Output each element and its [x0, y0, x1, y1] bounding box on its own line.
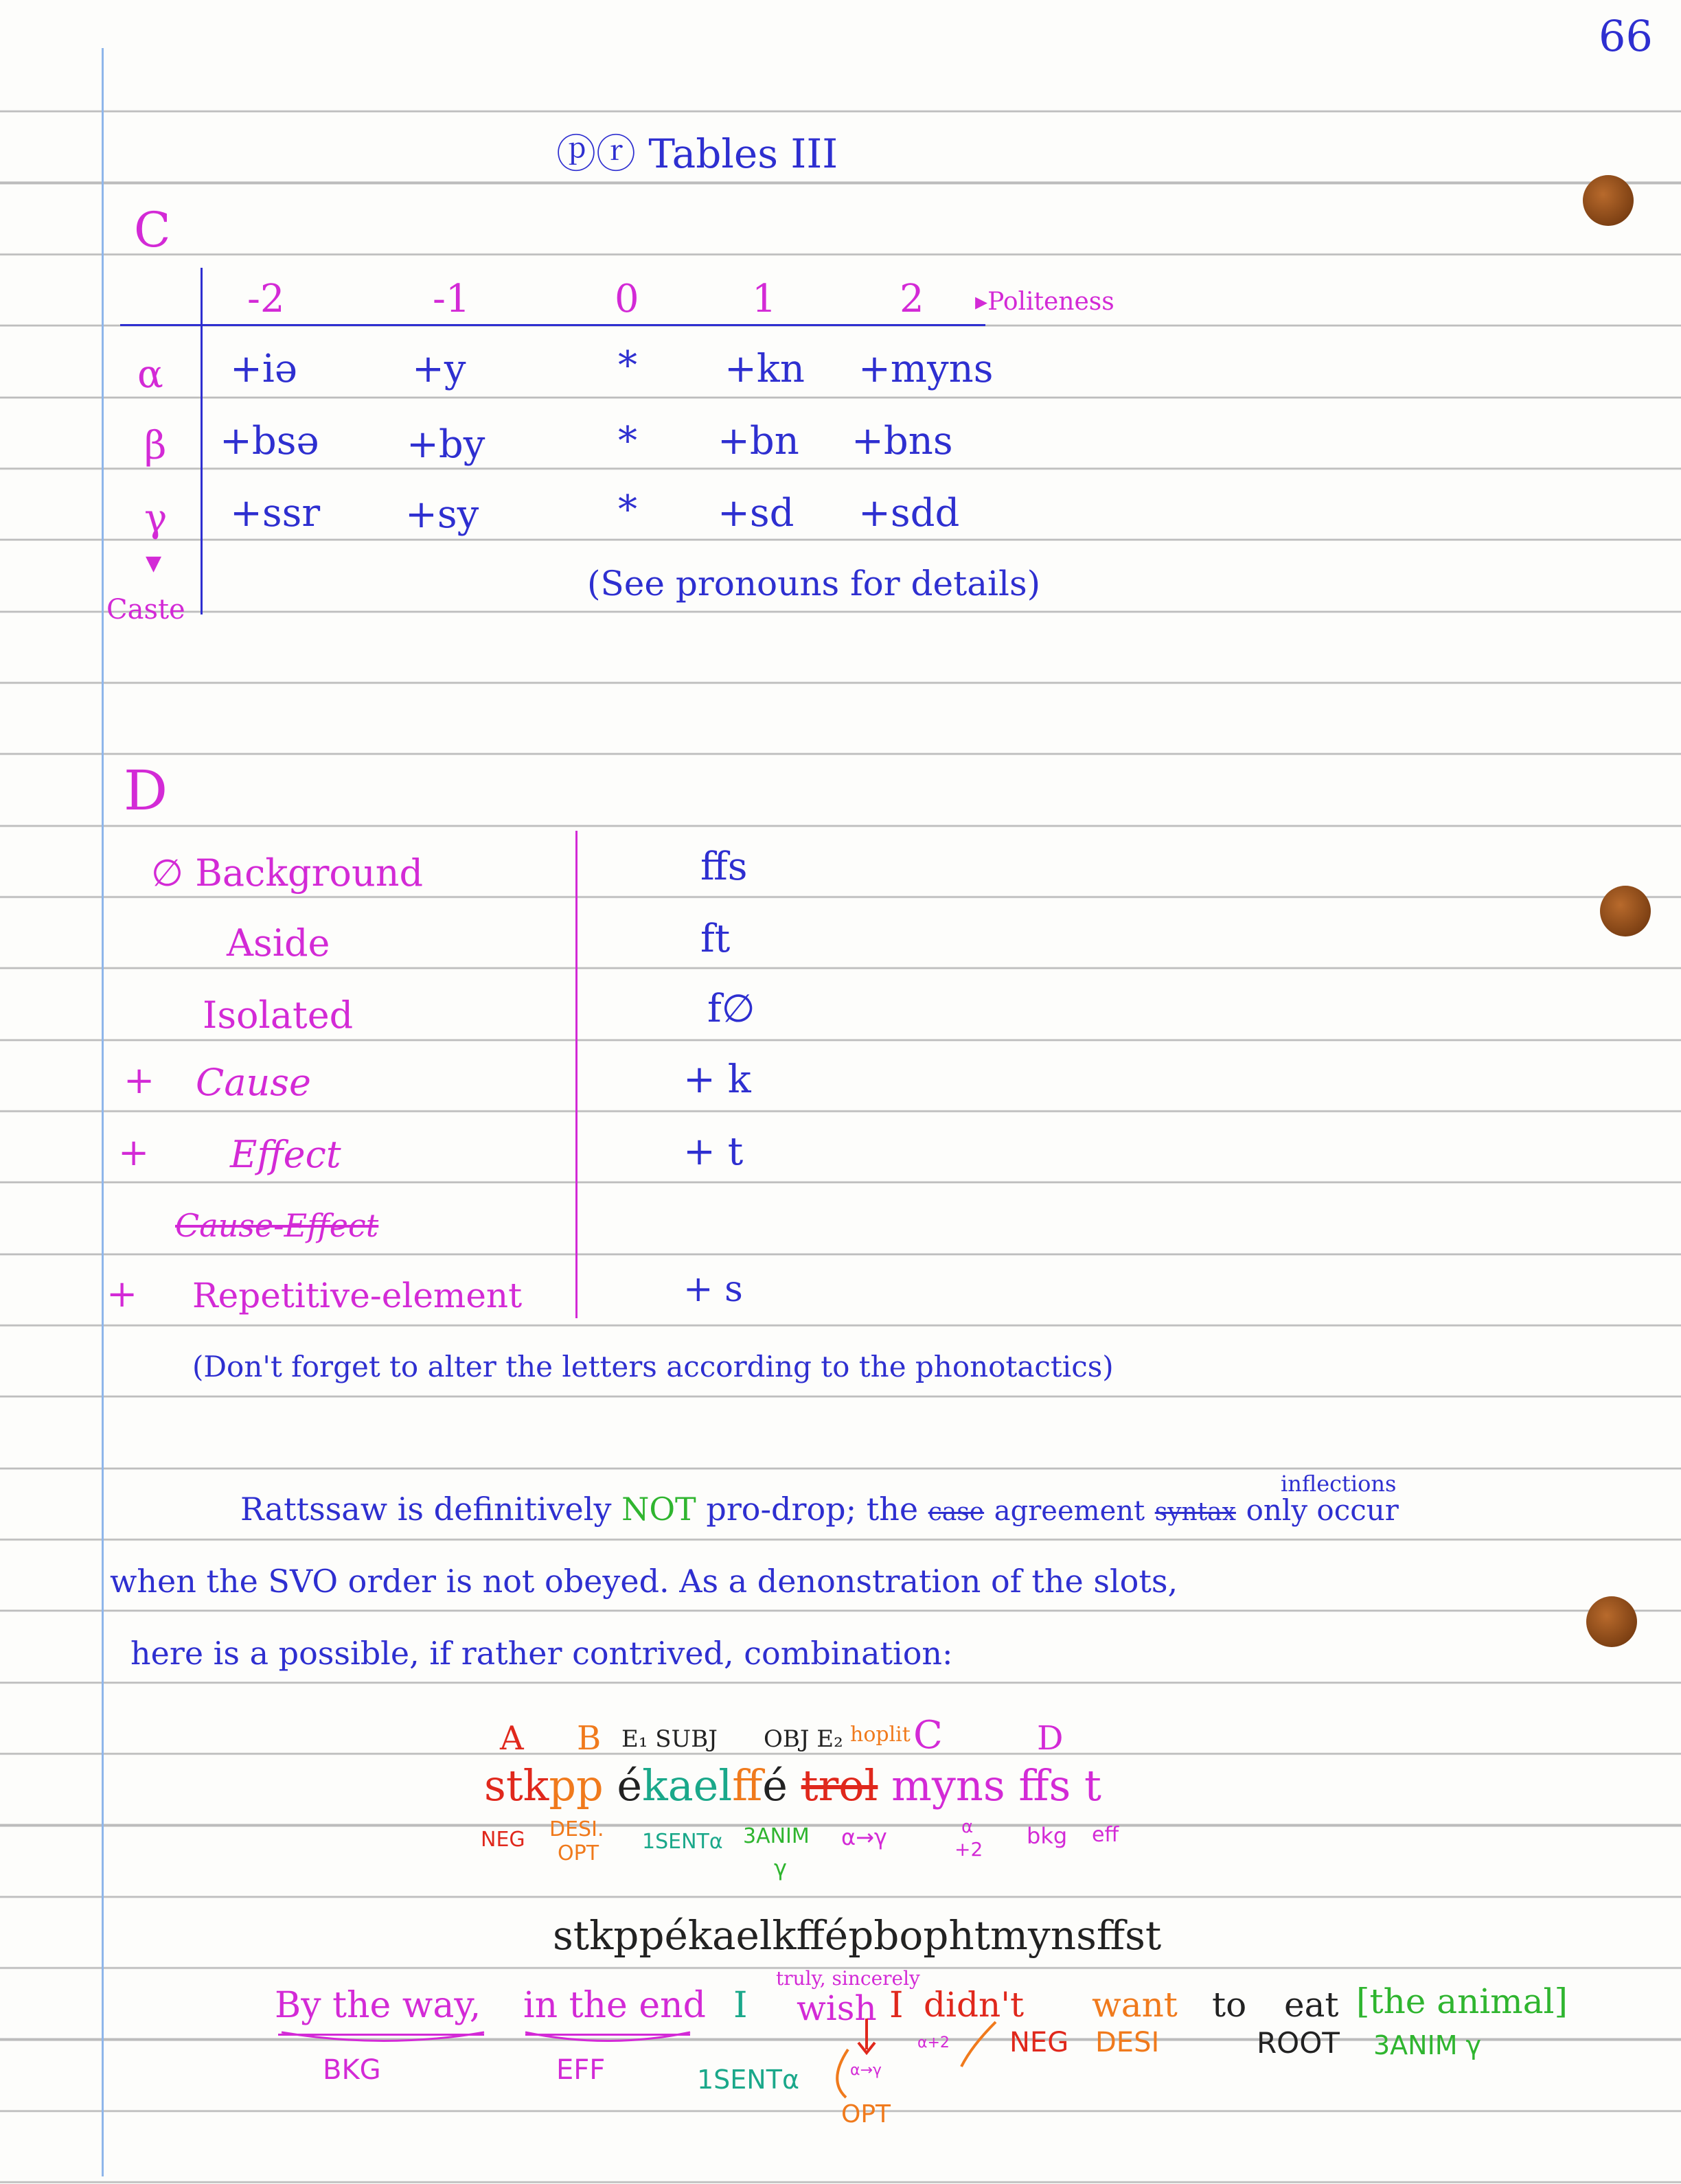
d-label-repetitive: Repetitive-element	[192, 1276, 523, 1315]
line1-part-d: only occur	[1246, 1493, 1399, 1527]
d-prefix-repetitive: +	[106, 1272, 138, 1315]
cell-beta-4: +bn	[718, 419, 799, 463]
d-label-aside: Aside	[227, 921, 330, 965]
d-value-repetitive: + s	[683, 1269, 743, 1310]
slot-label-d: D	[1037, 1719, 1064, 1758]
cell-gamma-4: +sd	[718, 491, 794, 536]
slot-label-e1-subj: E₁ SUBJ	[621, 1725, 718, 1753]
line1-syntax-struck: syntax	[1154, 1498, 1236, 1526]
slot-label-a: A	[500, 1719, 524, 1758]
brace-in-the-end	[525, 2032, 690, 2041]
gloss-alpha-gamma: α→γ	[841, 1824, 887, 1850]
slot-label-obj-e2: OBJ E₂	[764, 1725, 843, 1753]
slot-label-hoplit: hoplit	[850, 1723, 911, 1747]
tr-want: want	[1092, 1985, 1178, 2025]
line1-not: NOT	[621, 1491, 696, 1528]
gloss-3anim: 3ANIM	[743, 1824, 810, 1848]
cell-beta-5: +bns	[851, 419, 953, 463]
slot-ffst: ffs t	[1018, 1760, 1101, 1811]
d-label-cause-effect: Cause-Effect	[175, 1207, 379, 1244]
slot-label-b: B	[577, 1719, 602, 1758]
tr-gloss-neg: NEG	[1009, 2027, 1069, 2058]
cell-alpha-1: +iə	[230, 347, 297, 391]
tr-animal: [the animal]	[1356, 1981, 1568, 2021]
tr-wish: wish	[797, 1988, 877, 2028]
slot-trol: trol	[801, 1760, 878, 1811]
cell-gamma-2: +sy	[405, 492, 479, 537]
col-header-4: 1	[752, 277, 777, 321]
page-number: 66	[1599, 11, 1653, 61]
tr-gloss-opt: OPT	[841, 2100, 891, 2128]
arrow-opt	[837, 2049, 848, 2097]
line1-part-a: Rattssaw is definitively	[240, 1491, 612, 1528]
gloss-alpha-top: α	[961, 1817, 974, 1837]
pronouns-note: (See pronouns for details)	[587, 564, 1041, 604]
line1-part-b: pro-drop; the	[706, 1491, 919, 1528]
gloss-neg: NEG	[481, 1828, 525, 1852]
tr-i-second: I	[889, 1985, 904, 2026]
caste-arrow: ▼	[146, 551, 162, 575]
d-value-aside: ft	[700, 917, 731, 961]
d-label-isolated: Isolated	[203, 993, 354, 1037]
full-word: stkppékaelkffépbophtmynsffst	[553, 1912, 1162, 1959]
slot-label-c: C	[913, 1713, 943, 1758]
slot-ff: ff	[732, 1760, 763, 1811]
section-d-letter: D	[124, 759, 168, 823]
section-c-letter: C	[134, 202, 171, 258]
d-label-background: ∅ Background	[151, 851, 424, 895]
slot-pp: pp	[549, 1760, 604, 1811]
tr-gloss-root: ROOT	[1257, 2026, 1340, 2060]
cell-alpha-2: +y	[412, 347, 466, 391]
slot-myns: myns	[891, 1760, 1005, 1811]
tr-gloss-alpha-gamma: α→γ	[850, 2062, 882, 2079]
tr-gloss-alpha-plus-2: α+2	[917, 2034, 950, 2051]
tr-didnt: didn't	[924, 1985, 1025, 2025]
tr-i-first: I	[733, 1985, 748, 2026]
tr-gloss-eff: EFF	[556, 2054, 606, 2086]
d-value-cause: + k	[683, 1057, 751, 1102]
gloss-desi: DESI.	[549, 1817, 604, 1841]
d-label-cause: Cause	[196, 1061, 311, 1104]
slot-e2: é	[762, 1760, 788, 1811]
paragraph-line-2: when the SVO order is not obeyed. As a denonstration of the slots,	[110, 1563, 1178, 1600]
tr-by-the-way: By the way,	[275, 1985, 481, 2026]
inflections-insert: inflections	[1281, 1471, 1397, 1497]
tr-gloss-bkg: BKG	[323, 2054, 381, 2086]
gloss-1sent: 1SENTα	[642, 1830, 723, 1854]
arrow-neg	[961, 2022, 996, 2067]
politeness-label: ▸Politeness	[975, 288, 1114, 316]
tr-truly-sincerely: truly, sincerely	[776, 1967, 920, 1990]
cell-alpha-5: +myns	[858, 347, 994, 391]
d-value-background: ffs	[700, 844, 748, 889]
cell-gamma-5: +sdd	[858, 491, 960, 536]
page-title: ⓟⓡ Tables III	[556, 130, 838, 177]
gloss-gamma: γ	[774, 1855, 787, 1881]
tr-eat: eat	[1284, 1985, 1339, 2025]
col-header-1: -2	[247, 277, 285, 321]
gloss-opt: OPT	[558, 1841, 599, 1865]
tr-gloss-3anim: 3ANIM γ	[1373, 2030, 1482, 2060]
slot-stk: stk	[484, 1760, 549, 1811]
tr-to: to	[1212, 1985, 1247, 2025]
d-value-effect: + t	[683, 1129, 744, 1174]
cell-gamma-3: *	[618, 487, 637, 532]
caste-label: Caste	[106, 594, 185, 625]
cell-beta-3: *	[618, 419, 637, 463]
tr-gloss-desi: DESI	[1095, 2027, 1160, 2058]
d-label-effect: Effect	[230, 1133, 341, 1176]
cell-gamma-1: +ssr	[230, 491, 321, 536]
cell-alpha-3: *	[618, 343, 637, 388]
col-header-2: -1	[433, 277, 470, 321]
slot-e1: é	[617, 1760, 643, 1811]
col-header-5: 2	[900, 277, 924, 321]
line1-case-struck: case	[928, 1498, 985, 1526]
gloss-eff: eff	[1092, 1823, 1119, 1847]
line1-part-c: agreement	[994, 1495, 1145, 1527]
cell-beta-2: +by	[407, 422, 485, 467]
gloss-plus-2: +2	[954, 1838, 983, 1861]
gloss-bkg: bkg	[1027, 1823, 1068, 1849]
tr-in-the-end: in the end	[523, 1985, 706, 2026]
row-gamma-greek: γ	[144, 496, 168, 541]
cell-beta-1: +bsə	[220, 419, 319, 463]
paragraph-line-3: here is a possible, if rather contrived, combination:	[130, 1635, 953, 1672]
col-header-3: 0	[615, 277, 639, 321]
d-value-isolated: f∅	[707, 987, 755, 1031]
brace-by-the-way	[282, 2032, 484, 2041]
d-prefix-cause: +	[124, 1059, 155, 1102]
cell-alpha-4: +kn	[724, 347, 805, 391]
d-prefix-effect: +	[118, 1131, 150, 1174]
row-alpha-greek: α	[137, 352, 163, 397]
slot-kael: kael	[642, 1760, 733, 1811]
phonotactics-note: (Don't forget to alter the letters according to the phonotactics)	[192, 1350, 1114, 1383]
tr-gloss-1sent: 1SENTα	[697, 2065, 799, 2095]
row-beta-greek: β	[144, 424, 167, 468]
